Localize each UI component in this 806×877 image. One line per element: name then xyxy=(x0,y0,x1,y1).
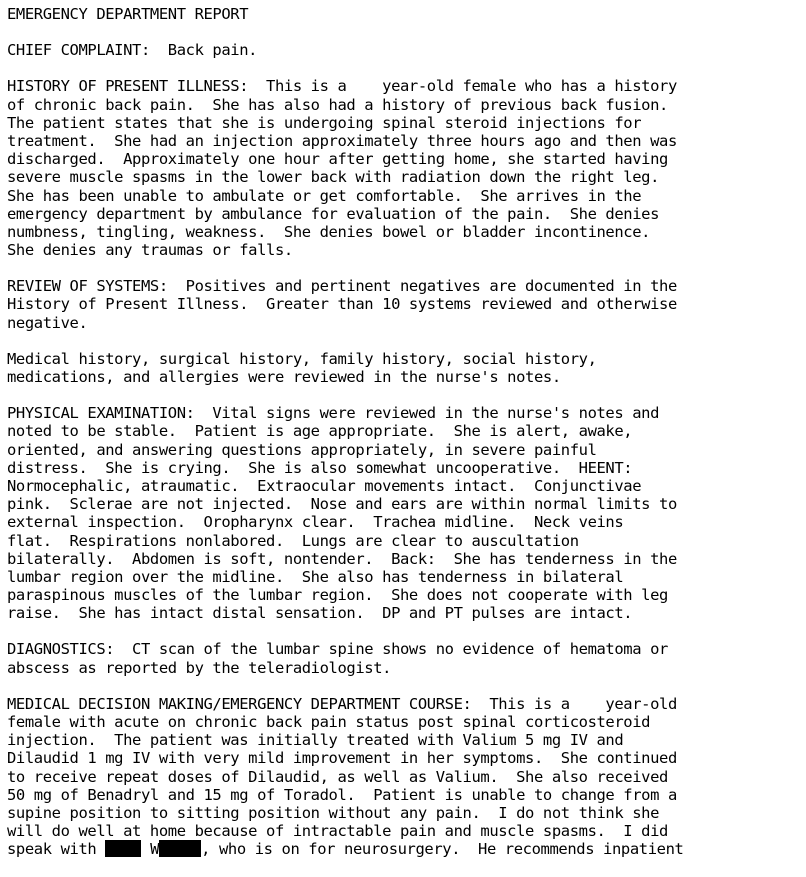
hpi-line: treatment. She had an injection approximately three hours ago and then was xyxy=(7,131,677,150)
history-reviewed-section xyxy=(7,350,803,386)
physical-exam-line: paraspinous muscles of the lumbar region. She does not cooperate with leg xyxy=(7,586,668,605)
physical-exam-line: raise. She has intact distal sensation. DP and PT pulses are intact. xyxy=(7,604,633,623)
mdm-line: Dilaudid 1 mg IV with very mild improvement in her symptoms. She continued xyxy=(7,749,677,768)
diagnostics-line: DIAGNOSTICS: CT scan of the lumbar spine shows no evidence of hematoma or xyxy=(7,640,668,659)
physical-exam-line: pink. Sclerae are not injected. Nose and ears are within normal limits to xyxy=(7,495,677,514)
physical-exam-line: distress. She is crying. She is also somewhat uncooperative. HEENT: xyxy=(7,458,633,477)
redaction-block xyxy=(159,840,201,857)
ros-line: negative. xyxy=(7,313,88,332)
chief-complaint-section xyxy=(7,41,803,59)
hpi-line: emergency department by ambulance for evaluation of the pain. She denies xyxy=(7,204,660,223)
hpi-line: severe muscle spasms in the lower back with radiation down the right leg. xyxy=(7,168,660,187)
mdm-line: injection. The patient was initially treated with Valium 5 mg IV and xyxy=(7,731,624,750)
physical-exam-line: bilaterally. Abdomen is soft, nontender. Back: She has tenderness in the xyxy=(7,549,677,568)
diagnostics-line: abscess as reported by the teleradiologist. xyxy=(7,658,392,677)
history-of-present-illness-section xyxy=(7,77,803,259)
redaction-block xyxy=(105,840,141,857)
physical-exam-line: lumbar region over the midline. She also has tenderness in bilateral xyxy=(7,567,624,586)
chief-complaint-line: CHIEF COMPLAINT: Back pain. xyxy=(7,41,258,60)
mdm-line: to receive repeat doses of Dilaudid, as well as Valium. She also received xyxy=(7,767,668,786)
ros-line: History of Present Illness. Greater than 10 systems reviewed and otherwise xyxy=(7,295,677,314)
physical-exam-line: flat. Respirations nonlabored. Lungs are clear to auscultation xyxy=(7,531,579,550)
physical-exam-line: Normocephalic, atraumatic. Extraocular movements intact. Conjunctivae xyxy=(7,476,642,495)
hpi-line: of chronic back pain. She has also had a history of previous back fusion. xyxy=(7,95,668,114)
physical-exam-line: noted to be stable. Patient is age appropriate. She is alert, awake, xyxy=(7,422,633,441)
physical-exam-line: PHYSICAL EXAMINATION: Vital signs were reviewed in the nurse's notes and xyxy=(7,404,660,423)
mdm-last-text-mid: W xyxy=(141,840,160,859)
hpi-line: numbness, tingling, weakness. She denies bowel or bladder incontinence. xyxy=(7,222,651,241)
report-title-section xyxy=(7,5,803,23)
physical-examination-section xyxy=(7,404,803,622)
mdm-line: 50 mg of Benadryl and 15 mg of Toradol. Patient is unable to change from a xyxy=(7,785,677,804)
mdm-line: MEDICAL DECISION MAKING/EMERGENCY DEPARTMENT COURSE: This is a year-old xyxy=(7,694,677,713)
hpi-line: discharged. Approximately one hour after getting home, she started having xyxy=(7,150,668,169)
mdm-line: supine position to sitting position without any pain. I do not think she xyxy=(7,803,660,822)
mdm-line: will do well at home because of intractable pain and muscle spasms. I did xyxy=(7,822,668,841)
history-line: medications, and allergies were reviewed in the nurse's notes. xyxy=(7,368,561,386)
mdm-line: female with acute on chronic back pain status post spinal corticosteroid xyxy=(7,713,651,731)
hpi-line: HISTORY OF PRESENT ILLNESS: This is a year-old female who has a history xyxy=(7,77,677,96)
hpi-line: She denies any traumas or falls. xyxy=(7,241,293,260)
mdm-last-text-start: speak with xyxy=(7,840,106,859)
report-title: EMERGENCY DEPARTMENT REPORT xyxy=(7,5,249,23)
mdm-last-line xyxy=(7,840,803,858)
medical-decision-making-section xyxy=(7,695,803,859)
physical-exam-line: external inspection. Oropharynx clear. Trachea midline. Neck veins xyxy=(7,513,624,532)
mdm-last-text-end: , who is on for neurosurgery. He recommends inpatient xyxy=(201,840,684,859)
review-of-systems-section xyxy=(7,277,803,332)
emergency-department-report xyxy=(7,5,803,877)
physical-exam-line: oriented, and answering questions appropriately, in severe painful xyxy=(7,440,597,459)
diagnostics-section xyxy=(7,640,803,676)
hpi-line: The patient states that she is undergoing spinal steroid injections for xyxy=(7,113,642,132)
ros-line: REVIEW OF SYSTEMS: Positives and pertinent negatives are documented in the xyxy=(7,277,677,296)
hpi-line: She has been unable to ambulate or get comfortable. She arrives in the xyxy=(7,186,642,205)
history-line: Medical history, surgical history, family history, social history, xyxy=(7,349,597,368)
